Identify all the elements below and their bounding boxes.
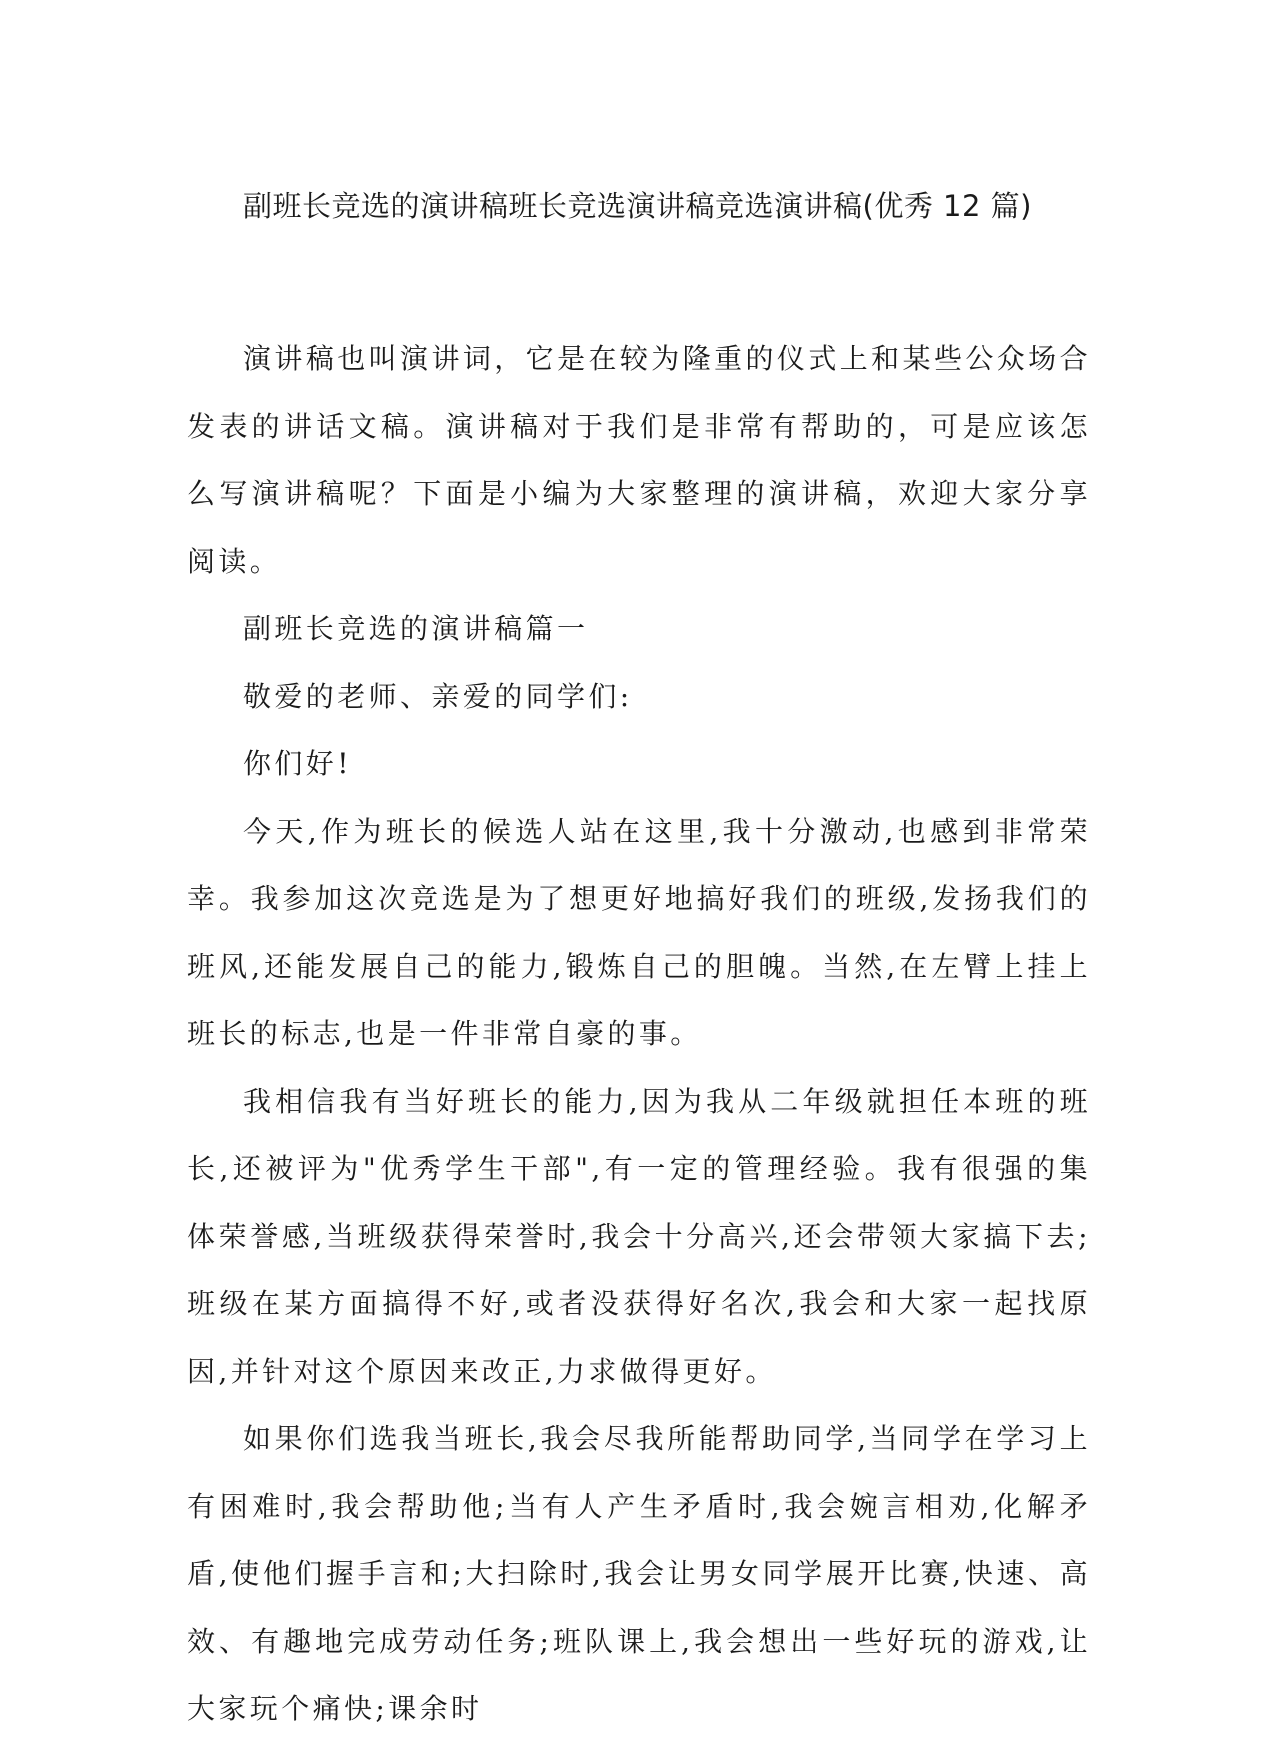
paragraph-salutation: 敬爱的老师、亲爱的同学们: <box>243 679 633 713</box>
document-title: 副班长竞选的演讲稿班长竞选演讲稿竞选演讲稿(优秀 12 篇) <box>243 189 1032 223</box>
paragraph-body-2: 我相信我有当好班长的能力,因为我从二年级就担任本班的班长,还被评为"优秀学生干部",有一定的管理经验。我有很强的集体荣誉感,当班级获得荣誉时,我会十分高兴,还会带领大家搞下去;班级在某方面搞得不好,或者没获得好名次,我会和大家一起找原因,并针对这个原因来改正,力求做得更好。 <box>187 1084 1091 1388</box>
paragraph-greeting: 你们好! <box>243 747 352 780</box>
paragraph-intro: 演讲稿也叫演讲词，它是在较为隆重的仪式上和某些公众场合发表的讲话文稿。演讲稿对于我们是非常有帮助的，可是应该怎么写演讲稿呢？下面是小编为大家整理的演讲稿，欢迎大家分享阅读。 <box>187 342 1091 578</box>
paragraph-section-heading: 副班长竞选的演讲稿篇一 <box>243 612 589 645</box>
paragraph-body-1: 今天,作为班长的候选人站在这里,我十分激动,也感到非常荣幸。我参加这次竞选是为了想更好地搞好我们的班级,发扬我们的班风,还能发展自己的能力,锻炼自己的胆魄。当然,在左臂上挂上班长的标志,也是一件非常自豪的事。 <box>187 814 1091 1050</box>
document-body <box>187 325 1091 1743</box>
paragraph-body-3: 如果你们选我当班长,我会尽我所能帮助同学,当同学在学习上有困难时,我会帮助他;当有人产生矛盾时,我会婉言相劝,化解矛盾,使他们握手言和;大扫除时,我会让男女同学展开比赛,快速、高效、有趣地完成劳动任务;班队课上,我会想出一些好玩的游戏,让大家玩个痛快;课余时 <box>187 1422 1091 1725</box>
